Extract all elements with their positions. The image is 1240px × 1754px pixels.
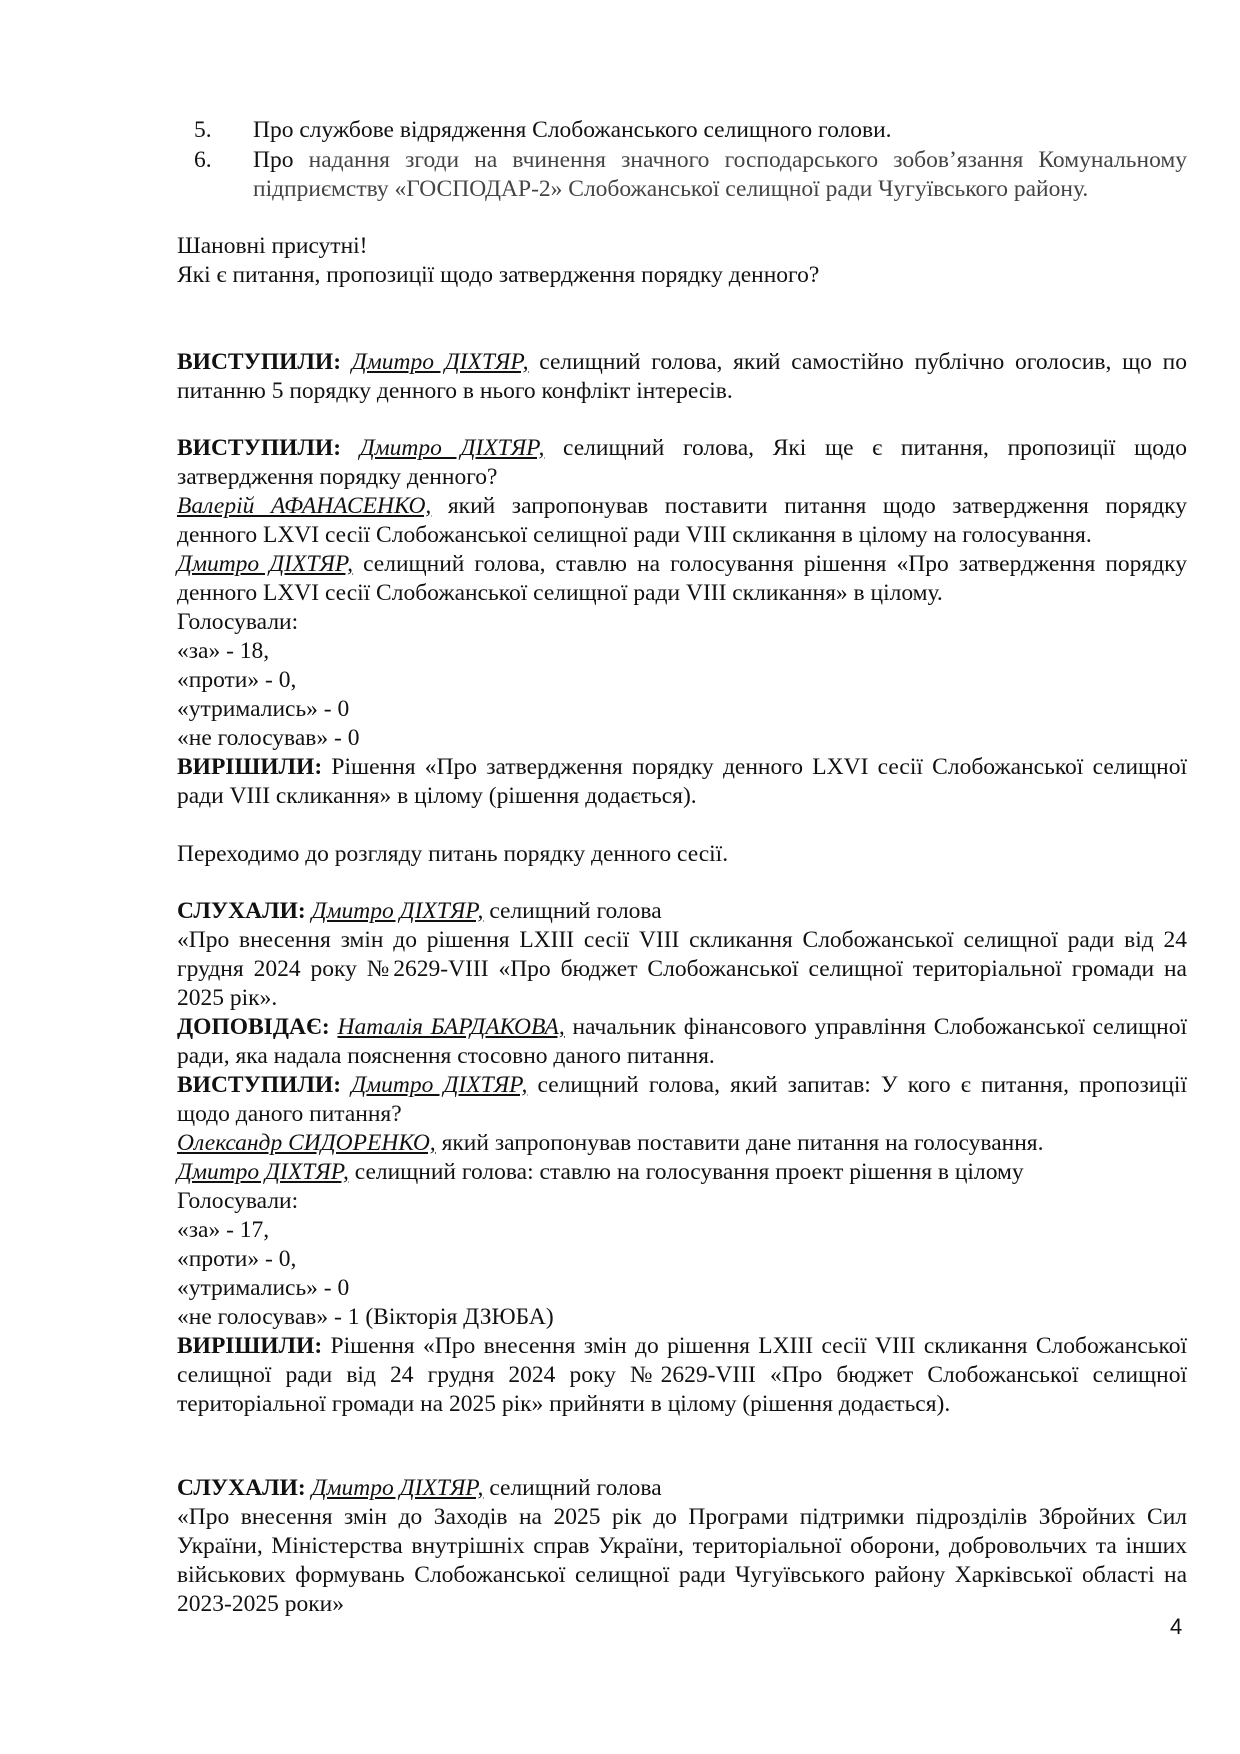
decision xyxy=(177,753,1187,811)
speech-label: ВИСТУПИЛИ: xyxy=(177,349,342,375)
speaker-name: Дмитро ДІХТЯР, xyxy=(311,1475,484,1501)
heard xyxy=(177,897,1187,926)
agenda-item-number: 6. xyxy=(194,147,212,173)
speech-text: селищний голова, який самостійно публічно оголосив, що по питанню 5 порядку денного в нього конфлікт інтересів. xyxy=(177,349,1188,404)
speaker-role: селищний голова xyxy=(483,898,662,924)
heard-label: СЛУХАЛИ: xyxy=(177,1475,306,1501)
report xyxy=(177,1013,1187,1071)
vote-for: «за» - 17, xyxy=(177,1217,270,1243)
item-title: «Про внесення змін до рішення LXIII сесії VIII скликання Слобожанської селищної ради від 24 грудня 2024 року №2629-VIII «Про бюджет Слобожанської селищної територіальної громади на 2025 рік». xyxy=(177,927,1187,1011)
proposal xyxy=(177,492,1187,550)
item-military-program xyxy=(177,1474,1187,1619)
transition-text: Переходимо до розгляду питань порядку денного сесії. xyxy=(177,841,729,867)
agenda-item-label: Про xyxy=(253,147,294,173)
vote-title: Голосували: xyxy=(177,1188,299,1214)
vote-abstain: «утримались» - 0 xyxy=(177,696,350,722)
report-label: ДОПОВІДАЄ: xyxy=(177,1014,330,1040)
agenda-item-6 xyxy=(177,146,1187,204)
vote-against: «проти» - 0, xyxy=(177,1246,297,1272)
vote-call-text: селищний голова, ставлю на голосування рішення «Про затвердження порядку денного LXVI сесії Слобожанської селищної ради VIII скликання» в цілому. xyxy=(177,551,1188,606)
heard xyxy=(177,1474,1187,1503)
reporter-name: Наталія БАРДАКОВА, xyxy=(337,1014,565,1040)
transition-block xyxy=(177,840,1187,869)
proposal-text: який запропонував поставити питання щодо затвердження порядку денного LXVI сесії Слобожанської селищної ради VIII скликання в цілому на голосування. xyxy=(177,493,1187,548)
decision-text: Рішення «Про затвердження порядку денного LXVI сесії Слобожанської селищної ради VIII скликання» в цілому (рішення додається). xyxy=(177,754,1187,809)
vote-title: Голосували: xyxy=(177,609,299,635)
agenda-item-label: Про xyxy=(253,117,294,143)
speaker-name: Дмитро ДІХТЯР, xyxy=(177,1159,349,1185)
agenda-item-5 xyxy=(177,116,1187,145)
speech-agenda xyxy=(177,434,1187,492)
greeting-block xyxy=(177,232,1187,290)
vote-not-voted: «не голосував» - 1 (Вікторія ДЗЮБА) xyxy=(177,1304,554,1330)
report-text: начальник фінансового управління Слобожанської селищної ради, яка надала пояснення стосовно даного питання. xyxy=(177,1014,1188,1069)
speaker-name: Дмитро ДІХТЯР, xyxy=(177,551,354,577)
agenda-item-number: 5. xyxy=(194,117,212,143)
speaker-role: селищний голова xyxy=(483,1475,662,1501)
speaker-name: Дмитро ДІХТЯР, xyxy=(351,1072,528,1098)
page-number: 4 xyxy=(1170,1614,1183,1639)
speech-text: селищний голова, який запитав: У кого є питання, пропозиції щодо даного питання? xyxy=(177,1072,1187,1127)
speaker-name: Дмитро ДІХТЯР, xyxy=(359,435,545,461)
decision xyxy=(177,1332,1187,1419)
item-budget xyxy=(177,897,1187,1419)
vote-abstain: «утримались» - 0 xyxy=(177,1275,350,1301)
greeting: Шановні присутні! xyxy=(177,233,368,259)
vote-not-voted: «не голосував» - 0 xyxy=(177,725,360,751)
agenda-item-text: надання згоди на вчинення значного господарського зобов’язання Комунальному підприємству «ГОСПОДАР-2» Слобожанської селищної ради Чугуївського району. xyxy=(253,147,1187,202)
vote-against: «проти» - 0, xyxy=(177,667,297,693)
proposal xyxy=(177,1129,1187,1158)
item-title: «Про внесення змін до Заходів на 2025 рік до Програми підтримки підрозділів Збройних Сил України, Міністерства внутрішніх справ України, територіальної оборони, добровольчих та інших військових формувань Слобожанської селищної ради Чугуївського району Харківської області на 2023-2025 роки» xyxy=(177,1504,1187,1617)
speaker-name: Дмитро ДІХТЯР, xyxy=(351,349,529,375)
speaker-name: Дмитро ДІХТЯР, xyxy=(311,898,484,924)
decision-label: ВИРІШИЛИ: xyxy=(177,754,323,780)
decision-text: Рішення «Про внесення змін до рішення LXIII сесії VIII скликання Слобожанської селищної ради від 24 грудня 2024 року №2629-VIII «Про бюджет Слобожанської селищної територіальної громади на 2025 рік» прийняти в цілому (рішення додається). xyxy=(177,1333,1187,1417)
speech-label: ВИСТУПИЛИ: xyxy=(177,435,342,461)
vote-call-text: селищний голова: ставлю на голосування проект рішення в цілому xyxy=(348,1159,1024,1185)
speech-text: селищний голова, Які ще є питання, пропозиції щодо затвердження порядку денного? xyxy=(177,435,1188,490)
vote-for: «за» - 18, xyxy=(177,638,270,664)
speech xyxy=(177,1071,1187,1129)
speaker-name: Валерій АФАНАСЕНКО, xyxy=(177,493,432,519)
decision-label: ВИРІШИЛИ: xyxy=(177,1333,323,1359)
vote-call xyxy=(177,550,1187,608)
speaker-name: Олександр СИДОРЕНКО, xyxy=(177,1130,436,1156)
agenda-item-text: службове відрядження Слобожанського селищного голови. xyxy=(293,117,892,143)
proposal-text: який запропонував поставити дане питання на голосування. xyxy=(435,1130,1044,1156)
speech-conflict xyxy=(177,348,1187,406)
agenda-question: Які є питання, пропозиції щодо затвердження порядку денного? xyxy=(177,262,820,288)
agenda-list xyxy=(177,116,1187,204)
vote-call xyxy=(177,1158,1187,1187)
agenda-approval-block xyxy=(177,434,1187,811)
speech-label: ВИСТУПИЛИ: xyxy=(177,1072,342,1098)
heard-label: СЛУХАЛИ: xyxy=(177,898,306,924)
